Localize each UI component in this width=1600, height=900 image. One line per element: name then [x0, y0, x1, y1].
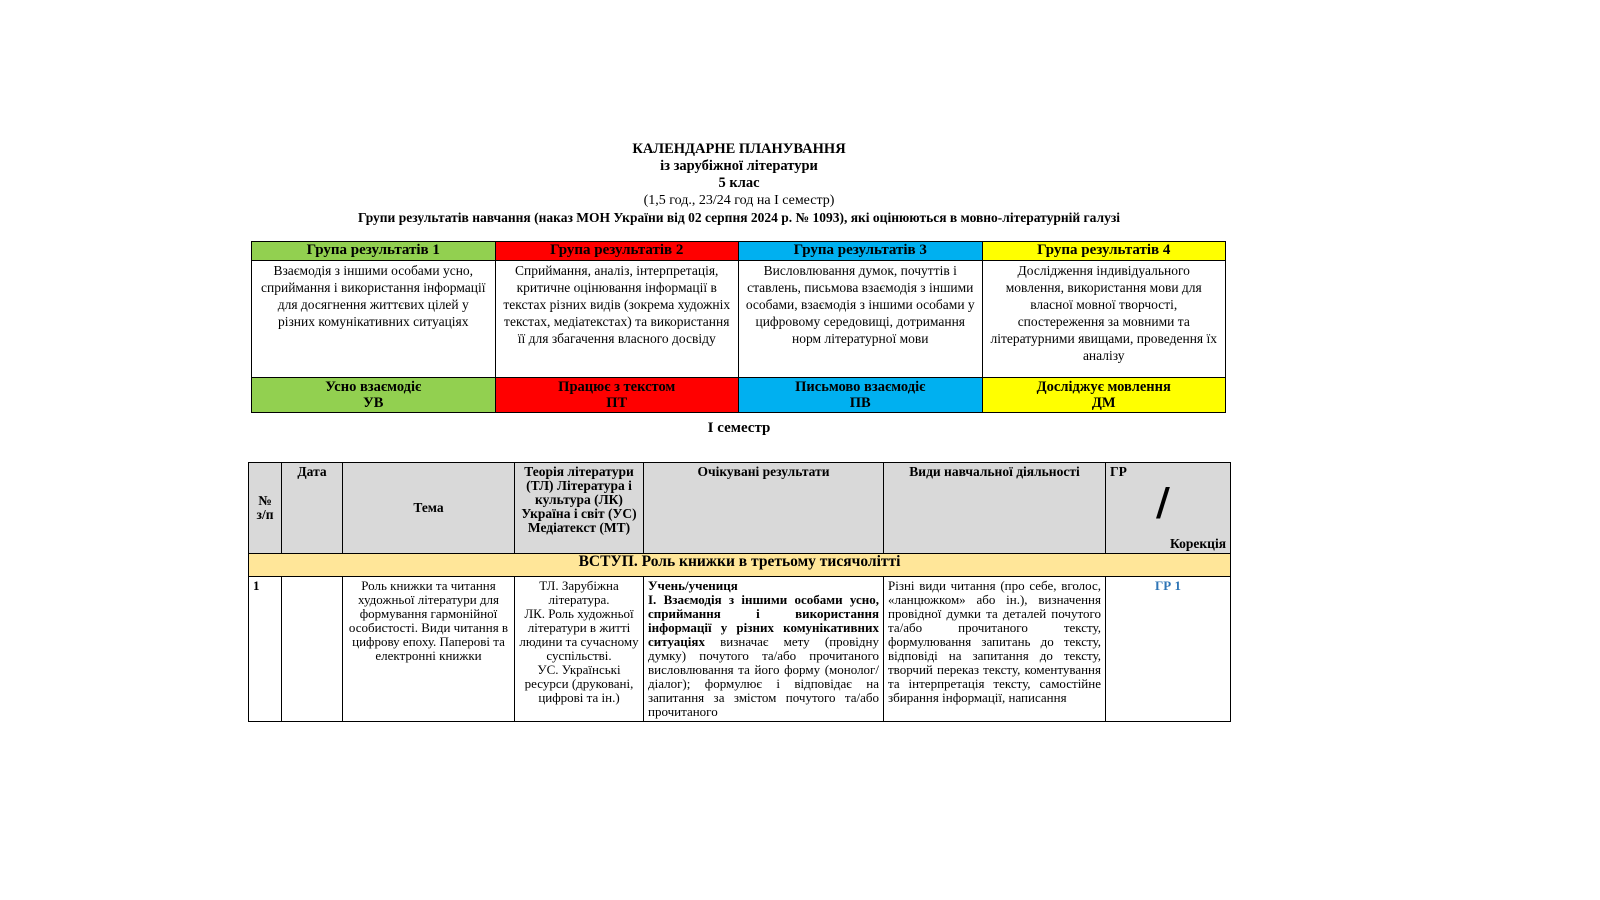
group-1-footer: [252, 378, 496, 413]
row-num: 1: [249, 577, 282, 722]
document-grade: 5 клас: [718, 175, 760, 191]
group-3-title: Група результатів 3: [739, 242, 983, 261]
groups-intro: Групи результатів навчання (наказ МОН України від 02 серпня 2024 р. № 1093), які оцінюються в мовно-літературній галузі: [357, 210, 1121, 225]
header-activities: Види навчальної діяльності: [884, 463, 1106, 554]
group-4-title: Група результатів 4: [982, 242, 1226, 261]
row-theory-lk: ЛК. Роль художньої літератури в житті людини та сучасному суспільстві.: [519, 606, 639, 663]
groups-footer-row: [252, 378, 1226, 413]
header-gr: ГР: [1110, 464, 1127, 479]
results-groups-table: [251, 241, 1226, 413]
table-header-row: [249, 463, 1231, 554]
group-2-footer-code: ПТ: [606, 395, 628, 411]
row-theory-us: УС. Українські ресурси (друковані, цифрові та ін.): [524, 662, 634, 705]
document-page: [248, 133, 1230, 719]
document-hours: (1,5 год., 23/24 год на І семестр): [643, 193, 835, 208]
header-theory: Теорія літератури (ТЛ) Література і культура (ЛК) Україна і світ (УС) Медіатекст (МТ): [515, 463, 644, 554]
group-4-description: Дослідження індивідуального мовлення, використання мови для власної мовної творчості, спостереження за мовними та літературними явищами, проведення їх аналізу: [982, 261, 1226, 378]
row-date: [282, 577, 343, 722]
semester-title: І семестр: [707, 420, 771, 436]
group-2-title: Група результатів 2: [495, 242, 739, 261]
group-3-footer-name: Письмово взаємодіє: [795, 379, 926, 395]
row-expected-text: визначає мету (провідну думку) почутого та/або прочитаного висловлювання та його форму (монолог/діалог); формулює і відповідає на запитання за змістом почутого та/або прочитаного: [648, 634, 879, 719]
group-2-description: Сприймання, аналіз, інтерпретація, критичне оцінювання інформації в текстах різних видів (зокрема художніх текстах, медіатекстах) та використання її для збагачення власного досвіду: [495, 261, 739, 378]
groups-description-row: [252, 261, 1226, 378]
row-gr-link[interactable]: ГР 1: [1106, 577, 1231, 722]
document-title: КАЛЕНДАРНЕ ПЛАНУВАННЯ: [632, 141, 846, 157]
row-expected: [644, 577, 884, 722]
header-num: № з/п: [249, 463, 282, 554]
group-1-footer-name: Усно взаємодіє: [325, 379, 422, 395]
document-subject: із зарубіжної літератури: [660, 158, 818, 174]
group-2-footer: [495, 378, 739, 413]
header-topic: Тема: [343, 463, 515, 554]
header-date: Дата: [282, 463, 343, 554]
section-row: [249, 554, 1231, 577]
group-3-footer: [739, 378, 983, 413]
group-1-title: Група результатів 1: [252, 242, 496, 261]
header-expected: Очікувані результати: [644, 463, 884, 554]
group-4-footer-name: Досліджує мовлення: [1036, 379, 1171, 395]
document-header: [248, 141, 1230, 226]
row-expected-head: Учень/учениця: [648, 578, 738, 593]
group-1-description: Взаємодія з іншими особами усно, сприймання і використання інформації для досягнення життєвих цілей у різних комунікативних ситуаціях: [252, 261, 496, 378]
groups-title-row: [252, 242, 1226, 261]
group-1-footer-code: УВ: [363, 395, 384, 411]
group-3-description: Висловлювання думок, почуттів і ставлень, письмова взаємодія з іншими особами, взаємодія з іншими особами у цифровому середовищі, дотримання норм літературної мови: [739, 261, 983, 378]
header-gr-correction: [1106, 463, 1231, 554]
row-theory: [515, 577, 644, 722]
row-activities: Різні види читання (про себе, вголос, «ланцюжком» або ін.), визначення провідної думки та деталей почутого та/або прочитаного тексту, формулювання запитань до тексту, відповіді на запитання до тексту, творчий переказ тексту, коментування та інтерпретація тексту, самостійне збирання інформації, написання: [884, 577, 1106, 722]
table-row: [249, 577, 1231, 722]
group-4-footer: [982, 378, 1226, 413]
section-title: ВСТУП. Роль книжки в третьому тисячолітті: [249, 554, 1231, 577]
group-4-footer-code: ДМ: [1091, 395, 1116, 411]
row-expected-bold: І. Взаємодія з іншими особами усно, сприймання і використання інформації у різних комунікативних ситуаціях: [648, 592, 879, 649]
calendar-plan-table: [248, 462, 1231, 722]
row-topic: Роль книжки та читання художньої літератури для формування гармонійної особистості. Види читання в цифрову епоху. Паперові та електронні книжки: [343, 577, 515, 722]
header-slash: /: [1156, 480, 1170, 524]
header-correction: Корекція: [1170, 536, 1226, 551]
row-theory-tl: ТЛ. Зарубіжна література.: [539, 578, 619, 607]
group-3-footer-code: ПВ: [849, 395, 871, 411]
group-2-footer-name: Працює з текстом: [558, 379, 676, 395]
